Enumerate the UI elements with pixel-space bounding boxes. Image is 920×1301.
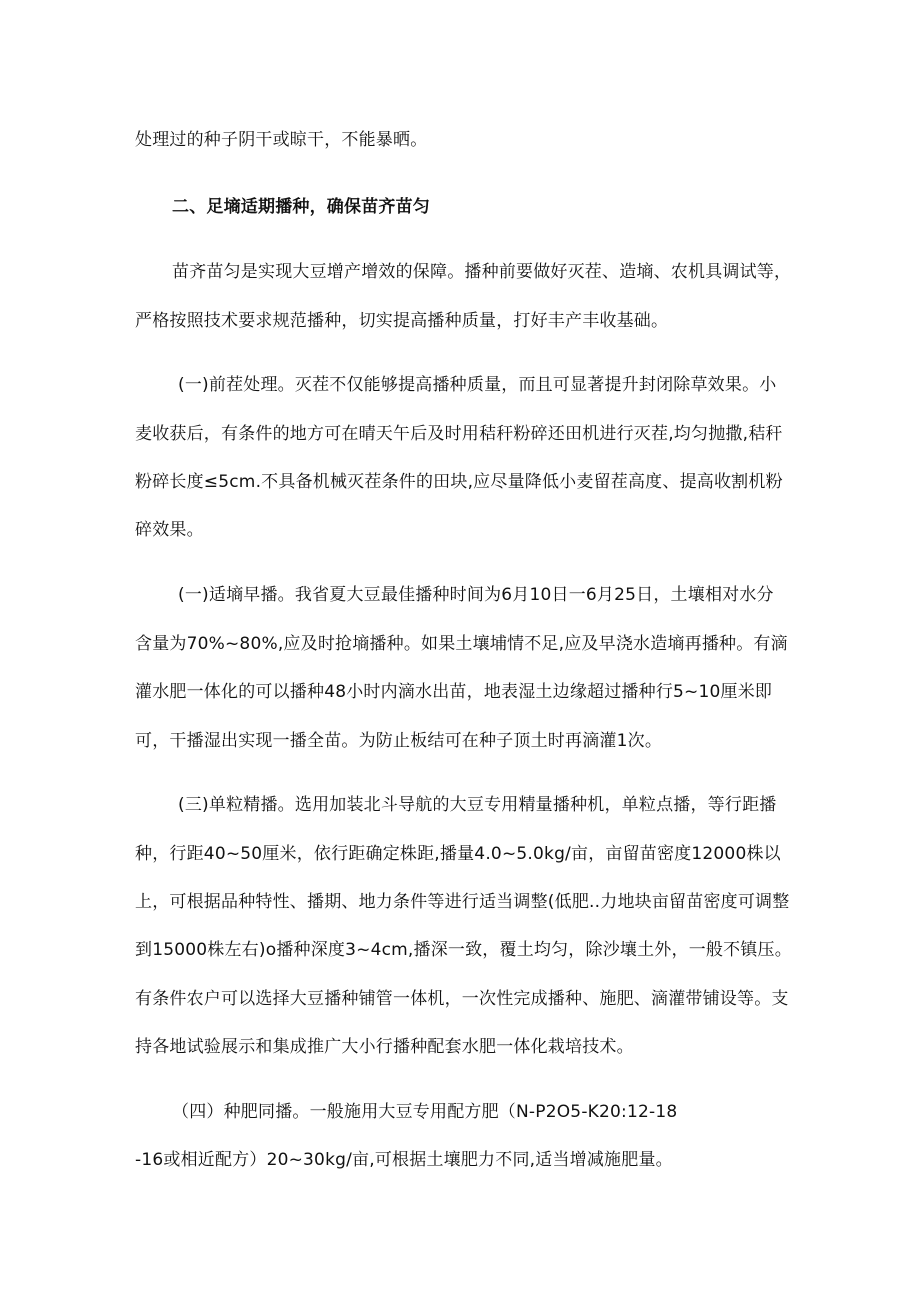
paragraph-line: 到15000株左右)o播种深度3~4cm,播深一致，覆土均匀，除沙壤土外，一般不镇压。 (135, 940, 792, 960)
paragraph-line: (三)单粒精播。选用加装北斗导航的大豆专用精量播种机，单粒点播，等行距播 (178, 795, 777, 815)
paragraph-line: 碎效果。 (135, 520, 204, 540)
paragraph-line: (一)前茬处理。灭茬不仅能够提高播种质量，而且可显著提升封闭除草效果。小 (178, 375, 777, 395)
paragraph-line: 严格按照技术要求规范播种，切实提高播种质量，打好丰产丰收基础。 (135, 311, 669, 331)
paragraph-line: 含量为70%~80%,应及时抢墒播种。如果土壤埔情不足,应及早浇水造墒再播种。有滴 (135, 634, 788, 654)
paragraph-line: 苗齐苗匀是实现大豆增产增效的保障。播种前要做好灭茬、造墒、农机具调试等， (172, 262, 792, 282)
intro-line: 处理过的种子阴干或晾干，不能暴晒。 (135, 130, 428, 150)
paragraph-line: 可，干播湿出实现一播全苗。为防止板结可在种子顶土时再滴灌1次。 (135, 731, 663, 751)
paragraph-line: (一)适墒早播。我省夏大豆最佳播种时间为6月10日一6月25日，土壤相对水分 (178, 585, 774, 605)
paragraph-line: 持各地试验展示和集成推广大小行播种配套水肥一体化栽培技术。 (135, 1037, 634, 1057)
paragraph-line: 有条件农户可以选择大豆播种铺管一体机，一次性完成播种、施肥、滴灌带铺设等。支 (135, 989, 789, 1009)
paragraph-line: 种，行距40~50厘米，依行距确定株距,播量4.0~5.0kg/亩，亩留苗密度12000株以 (135, 844, 781, 864)
paragraph-line: -16或相近配方）20~30kg/亩,可根据土壤肥力不同,适当增减施肥量。 (135, 1150, 673, 1170)
paragraph-line: （四）种肥同播。一般施用大豆专用配方肥（N-P2O5-K20:12-18 (172, 1102, 678, 1122)
paragraph-line: 粉碎长度≤5cm.不具备机械灭茬条件的田块,应尽量降低小麦留茬高度、提高收割机粉 (135, 472, 783, 492)
section-heading: 二、足墒适期播种，确保苗齐苗匀 (172, 197, 430, 217)
paragraph-line: 麦收获后，有条件的地方可在晴天午后及时用秸秆粉碎还田机进行灭茬,均匀抛撒,秸秆 (135, 424, 783, 444)
paragraph-line: 上，可根据品种特性、播期、地力条件等进行适当调整(低肥..力地块亩留苗密度可调整 (135, 892, 790, 912)
paragraph-line: 灌水肥一体化的可以播种48小时内滴水出苗，地表湿土边缘超过播种行5~10厘米即 (135, 682, 773, 702)
